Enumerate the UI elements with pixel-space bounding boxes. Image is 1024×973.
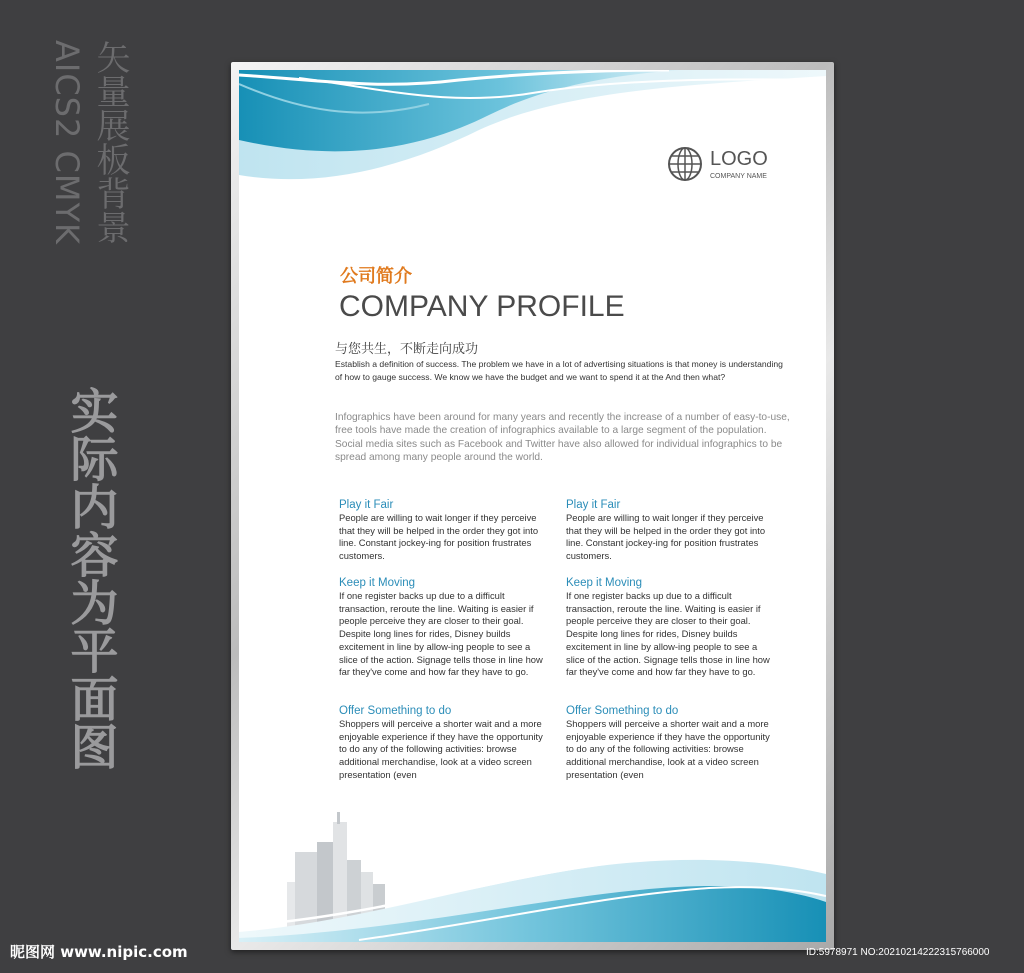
section-keep-it-moving [566,576,776,679]
section-offer-something [339,704,549,782]
section-play-it-fair [566,498,776,563]
section-body: People are willing to wait longer if they perceive that they will be helped in the order they got into line. Constant jockey-ing for position frustrates customers. [339,512,539,562]
side-caption-format: AICS2 CMYK [48,40,86,245]
section-body: Shoppers will perceive a shorter wait and a more enjoyable experience if they have the opportunity to do any of the following activities: browse additional merchandise, look at a video screen presentation (even [339,718,543,780]
section-title: Play it Fair [339,499,394,511]
section-keep-it-moving [339,576,549,679]
section-title: Offer Something to do [566,705,679,717]
section-body: Shoppers will perceive a shorter wait and a more enjoyable experience if they have the opportunity to do any of the following activities: browse additional merchandise, look at a video screen presentation (even [566,718,770,780]
side-caption-title: 矢量展板背景 [90,40,130,244]
watermark-id: ID:5978971 NO:20210214222315766000 [806,947,990,958]
intro-paragraph-bold: Establish a definition of success. The problem we have in a lot of advertising situations is that money is understanding of how to gauge success. We know we have the budget and we want to spend it at the And then what? [335,359,783,382]
poster [239,70,826,942]
logo-company-name: COMPANY NAME [710,173,767,180]
section-title: Keep it Moving [339,577,416,589]
poster-frame [231,62,834,950]
section-body: If one register backs up due to a difficult transaction, reroute the line. Waiting is easier if people perceive they are closer to their goal. Despite long lines for rides, Disney builds excitement in line by allow-ing people to see a slice of the action. Signage tells those in line how far they've come and how far they have to go. [566,590,770,678]
slogan: 与您共生，不断走向成功 [335,342,479,357]
section-body: If one register backs up due to a difficult transaction, reroute the line. Waiting is easier if people perceive they are closer to their goal. Despite long lines for rides, Disney builds excitement in line by allow-ing people to see a slice of the action. Signage tells those in line how far they've come and how far they have to go. [339,590,543,678]
section-offer-something [566,704,776,782]
title-english: COMPANY PROFILE [339,290,625,323]
logo-text: LOGO [710,148,768,170]
section-title: Keep it Moving [566,577,643,589]
side-caption-note: 实际内容为平面图 [62,386,118,770]
bottom-wave-decoration [239,852,826,942]
title-chinese: 公司简介 [340,266,412,287]
section-body: People are willing to wait longer if they perceive that they will be helped in the order they got into line. Constant jockey-ing for position frustrates customers. [566,512,766,562]
globe-icon [667,146,703,182]
company-logo [667,146,787,190]
section-play-it-fair [339,498,549,563]
watermark-site: 昵图网 www.nipic.com [10,943,188,961]
section-title: Offer Something to do [339,705,452,717]
section-title: Play it Fair [566,499,621,511]
intro-paragraph-gray: Infographics have been around for many years and recently the increase of a number of easy-to-use, free tools have made the creation of infographics available to a large segment of the population. Social media sites such as Facebook and Twitter have also allowed for individual infographics to be spread among many people around the world. [335,412,790,464]
